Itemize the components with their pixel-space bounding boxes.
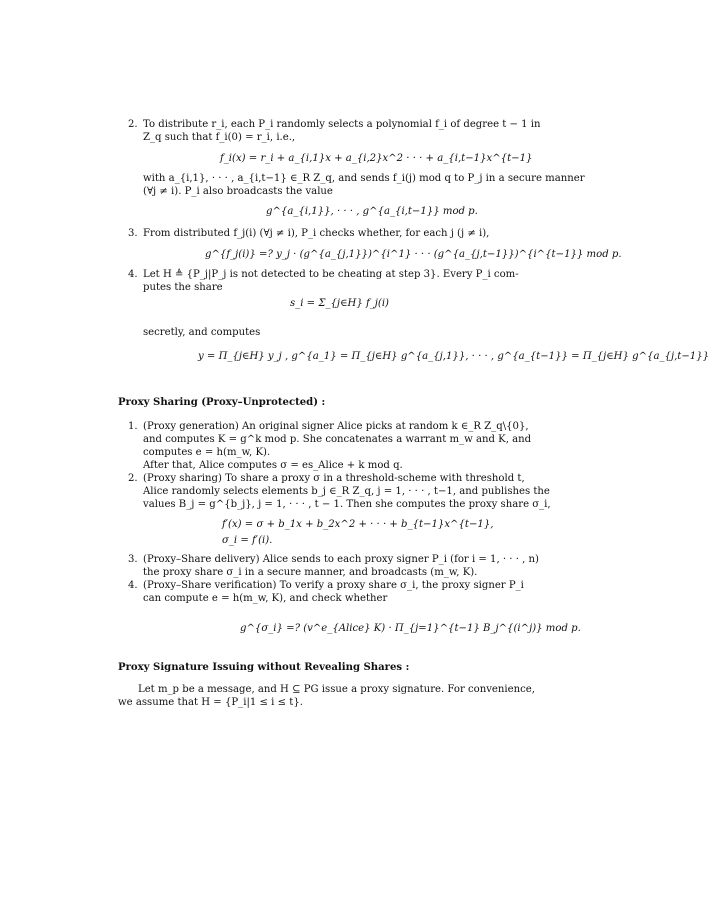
item-4-equation: s_i = Σ_{j∈H} f_j(i)	[290, 298, 389, 309]
proxy-item-2-equation-1: f′(x) = σ + b_1x + b_2x^2 + · · · + b_{t−1}x^{t−1},	[222, 519, 494, 530]
item-2-number: 2.	[128, 119, 138, 130]
proxy-item-2-line-3: values B_j = g^{b_j}, j = 1, · · · , t − 1. Then she computes the proxy share σ_i,	[143, 499, 551, 510]
proxy-item-3-number: 3.	[128, 554, 138, 565]
proxy-item-1-number: 1.	[128, 421, 138, 432]
proxy-sharing-heading: Proxy Sharing (Proxy–Unprotected) :	[118, 397, 326, 408]
item-4-line-1: Let H ≜ {P_j|P_j is not detected to be cheating at step 3}. Every P_i com-	[143, 269, 519, 280]
proxy-item-1-line-1: (Proxy generation) An original signer Alice picks at random k ∈_R Z_q\{0},	[143, 421, 529, 432]
proxy-item-1-line-2: and computes K = g^k mod p. She concatenates a warrant m_w and K, and	[143, 434, 532, 445]
proxy-item-2-line-2: Alice randomly selects elements b_j ∈_R Z_q, j = 1, · · · , t−1, and publishes the	[143, 486, 550, 497]
proxy-item-2-equation-2: σ_i = f′(i).	[222, 535, 273, 546]
issuing-line-2: we assume that H = {P_i|1 ≤ i ≤ t}.	[118, 697, 303, 708]
item-2-equation: f_i(x) = r_i + a_{i,1}x + a_{i,2}x^2 · · · + a_{i,t−1}x^{t−1}	[220, 153, 533, 164]
proxy-item-1-line-4: After that, Alice computes σ = es_Alice + k mod q.	[143, 460, 403, 471]
item-3-number: 3.	[128, 228, 138, 239]
item-4-line-2: putes the share	[143, 282, 223, 293]
item-2-line-4: (∀j ≠ i). P_i also broadcasts the value	[143, 186, 333, 197]
proxy-item-3-line-1: (Proxy–Share delivery) Alice sends to each proxy signer P_i (for i = 1, · · · , n)	[143, 554, 539, 565]
item-3-equation: g^{f_j(i)} =? y_j · (g^{a_{j,1}})^{i^1} · · · (g^{a_{j,t−1}})^{i^{t−1}} mod p.	[205, 249, 622, 260]
item-2-equation-2: g^{a_{i,1}}, · · · , g^{a_{i,t−1}} mod p.	[266, 206, 478, 217]
item-2-line-1: To distribute r_i, each P_i randomly selects a polynomial f_i of degree t − 1 in	[143, 119, 541, 130]
proxy-item-4-line-2: can compute e = h(m_w, K), and check whether	[143, 593, 388, 604]
proxy-item-4-line-1: (Proxy–Share verification) To verify a proxy share σ_i, the proxy signer P_i	[143, 580, 524, 591]
item-2-line-3: with a_{i,1}, · · · , a_{i,t−1} ∈_R Z_q, and sends f_i(j) mod q to P_j in a secure manner	[143, 173, 585, 184]
item-4-number: 4.	[128, 269, 138, 280]
item-3-line-1: From distributed f_j(i) (∀j ≠ i), P_i checks whether, for each j (j ≠ i),	[143, 228, 490, 239]
item-2-line-2: Z_q such that f_i(0) = r_i, i.e.,	[143, 132, 296, 143]
proxy-item-2-number: 2.	[128, 473, 138, 484]
proxy-item-1-line-3: computes e = h(m_w, K).	[143, 447, 271, 458]
proxy-item-2-line-1: (Proxy sharing) To share a proxy σ in a threshold-scheme with threshold t,	[143, 473, 525, 484]
proxy-item-3-line-2: the proxy share σ_i in a secure manner, and broadcasts (m_w, K).	[143, 567, 478, 578]
issuing-heading: Proxy Signature Issuing without Revealing Shares :	[118, 662, 410, 673]
proxy-item-4-equation: g^{σ_i} =? (v^e_{Alice} K) · Π_{j=1}^{t−1} B_j^{(i^j)} mod p.	[240, 623, 581, 634]
issuing-line-1: Let m_p be a message, and H ⊆ PG issue a proxy signature. For convenience,	[138, 684, 535, 695]
item-4-line-3: secretly, and computes	[143, 327, 261, 338]
proxy-item-4-number: 4.	[128, 580, 138, 591]
item-4-equation-2: y = Π_{j∈H} y_j , g^{a_1} = Π_{j∈H} g^{a_{j,1}}, · · · , g^{a_{t−1}} = Π_{j∈H} g^{a_{j,t−1}}	[198, 351, 709, 362]
